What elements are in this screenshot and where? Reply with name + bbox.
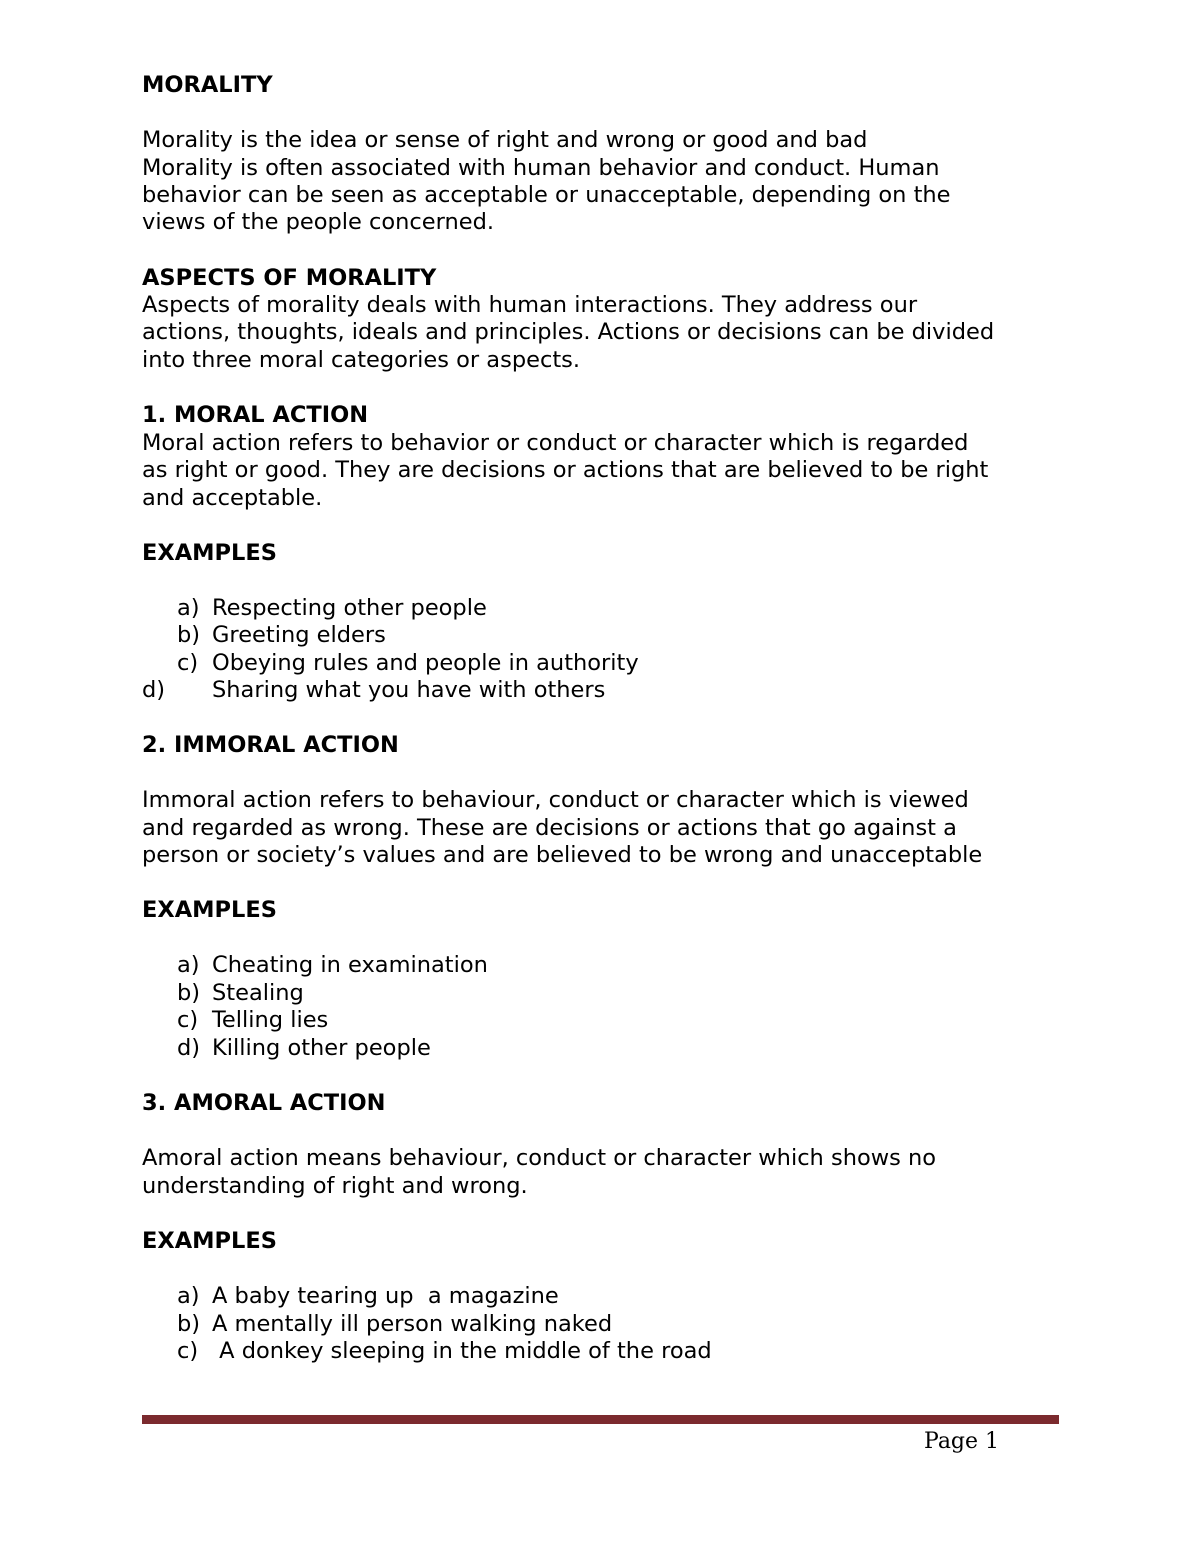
immoral-action-line: and regarded as wrong. These are decisions or actions that go against a [142, 815, 957, 841]
immoral-examples-heading: EXAMPLES [142, 897, 277, 923]
list-marker: b) [177, 1311, 201, 1337]
list-marker: c) [177, 1007, 199, 1033]
moral-action-line: and acceptable. [142, 485, 323, 511]
moral-action-heading: 1. MORAL ACTION [142, 402, 369, 428]
list-item-text: Telling lies [212, 1007, 329, 1033]
amoral-examples-heading: EXAMPLES [142, 1228, 277, 1254]
page-number: Page 1 [924, 1429, 1000, 1454]
list-item-text: A donkey sleeping in the middle of the road [212, 1338, 712, 1364]
list-item-text: Killing other people [212, 1035, 431, 1061]
list-marker: c) [177, 1338, 199, 1364]
aspects-line: actions, thoughts, ideals and principles. Actions or decisions can be divided [142, 319, 995, 345]
intro-line: Morality is often associated with human behavior and conduct. Human [142, 155, 940, 181]
intro-line: behavior can be seen as acceptable or unacceptable, depending on the [142, 182, 951, 208]
list-item-text: Greeting elders [212, 622, 386, 648]
intro-line: Morality is the idea or sense of right and wrong or good and bad [142, 127, 868, 153]
footer-rule [142, 1415, 1059, 1424]
moral-action-line: Moral action refers to behavior or conduct or character which is regarded [142, 430, 969, 456]
immoral-action-line: Immoral action refers to behaviour, conduct or character which is viewed [142, 787, 969, 813]
aspects-line: into three moral categories or aspects. [142, 347, 581, 373]
list-marker: b) [177, 622, 201, 648]
intro-line: views of the people concerned. [142, 209, 495, 235]
list-item-text: Sharing what you have with others [212, 677, 606, 703]
list-marker: d) [177, 1035, 201, 1061]
list-marker: c) [177, 650, 199, 676]
list-marker: a) [177, 595, 200, 621]
immoral-action-heading: 2. IMMORAL ACTION [142, 732, 399, 758]
document-title: MORALITY [142, 72, 273, 98]
list-marker: d) [142, 677, 166, 703]
list-item-text: Cheating in examination [212, 952, 488, 978]
list-marker: b) [177, 980, 201, 1006]
moral-examples-heading: EXAMPLES [142, 540, 277, 566]
list-item-text: Stealing [212, 980, 304, 1006]
list-item-text: Obeying rules and people in authority [212, 650, 639, 676]
list-marker: a) [177, 1283, 200, 1309]
aspects-line: Aspects of morality deals with human interactions. They address our [142, 292, 918, 318]
amoral-action-heading: 3. AMORAL ACTION [142, 1090, 386, 1116]
amoral-action-line: understanding of right and wrong. [142, 1173, 528, 1199]
moral-action-line: as right or good. They are decisions or actions that are believed to be right [142, 457, 989, 483]
amoral-action-line: Amoral action means behaviour, conduct or character which shows no [142, 1145, 937, 1171]
list-item-text: Respecting other people [212, 595, 487, 621]
list-item-text: A mentally ill person walking naked [212, 1311, 613, 1337]
immoral-action-line: person or society’s values and are believed to be wrong and unacceptable [142, 842, 983, 868]
list-item-text: A baby tearing up a magazine [212, 1283, 559, 1309]
list-marker: a) [177, 952, 200, 978]
aspects-heading: ASPECTS OF MORALITY [142, 265, 437, 291]
